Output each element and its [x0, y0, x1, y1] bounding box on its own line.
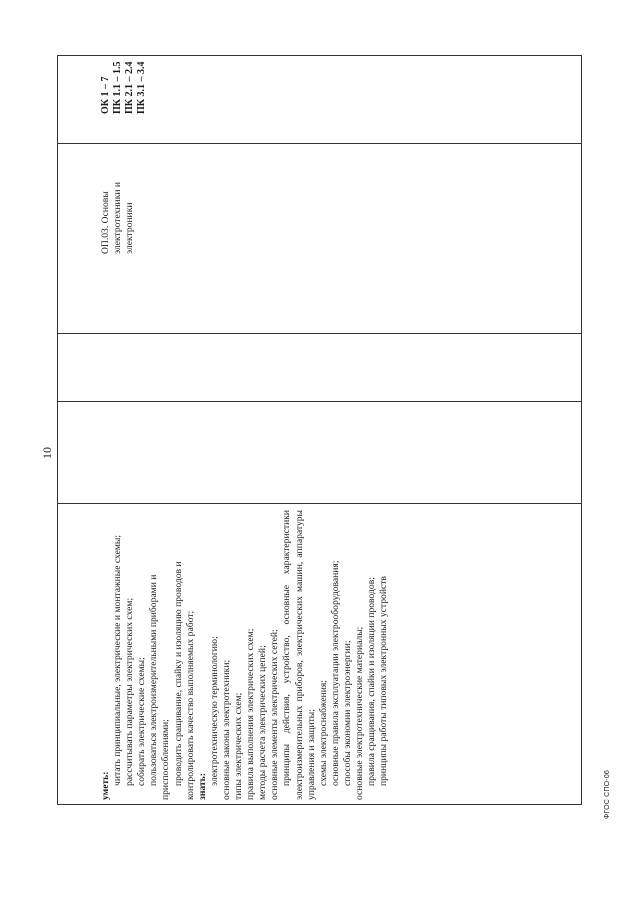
competency-code: ПК 2.1 – 2.4 [124, 61, 135, 114]
knowledge-item: принципы работы типовых электронных устройств [378, 576, 390, 786]
discipline-name: ОП.03. Основы электротехники и электроники [100, 181, 136, 254]
skill-item: читать принципиальные, электрические и монтажные схемы; [112, 534, 124, 786]
competency-code: ОК 1 – 7 [100, 76, 111, 114]
page-number: 10 [40, 447, 54, 459]
knowledge-item: электротехническую терминологию; [208, 636, 220, 786]
table-divider-3 [58, 333, 581, 334]
knowledge-item: правила выполнения электрических схем; [245, 628, 257, 800]
knowledge-item: схемы электроснабжения; [317, 680, 329, 786]
skill-item: пользоваться электроизмерительными приборами и приспособлениями; [148, 574, 172, 800]
skills-header: уметь: [100, 771, 111, 800]
competency-code: ПК 1.1 – 1.5 [112, 61, 123, 114]
knowledge-item: основные электротехнические материалы; [353, 626, 365, 800]
footer-label: ФГОС СПО-06 [604, 769, 611, 819]
knowledge-item: способы экономии электроэнергии; [341, 640, 353, 786]
knowledge-item: типы электрических схем; [233, 692, 245, 800]
knowledge-item: основные законы электротехники; [220, 659, 232, 800]
skill-item: рассчитывать параметры электрических схем; [124, 597, 136, 786]
skill-item: проводить сращивание, спайку и изоляцию проводов и контролировать качество выполняемых работ; [172, 561, 196, 800]
discipline-cell [100, 144, 136, 254]
knowledge-item: методы расчета электрических цепей; [257, 645, 269, 800]
knowledge-item: основные элементы электрических сетей; [269, 629, 281, 800]
competencies-cell [100, 34, 148, 114]
curriculum-table [57, 55, 582, 805]
competency-code: ПК 3.1 – 3.4 [136, 61, 147, 114]
table-divider-4 [58, 143, 581, 144]
skill-item: собирать электрические схемы; [136, 657, 148, 786]
knowledge-item: основные правила эксплуатации электрооборудования; [329, 560, 341, 786]
table-divider-1 [58, 503, 581, 504]
knowledge-item: правила сращивания, спайки и изоляции проводов; [366, 577, 378, 786]
requirements-cell [100, 510, 390, 800]
knowledge-item: принципы действия, устройство, основные характеристики электроизмерительных приборов, электрических машин, аппаратуры управления и защиты; [281, 510, 317, 800]
knowledge-header: знать: [196, 773, 208, 800]
table-divider-2 [58, 401, 581, 402]
